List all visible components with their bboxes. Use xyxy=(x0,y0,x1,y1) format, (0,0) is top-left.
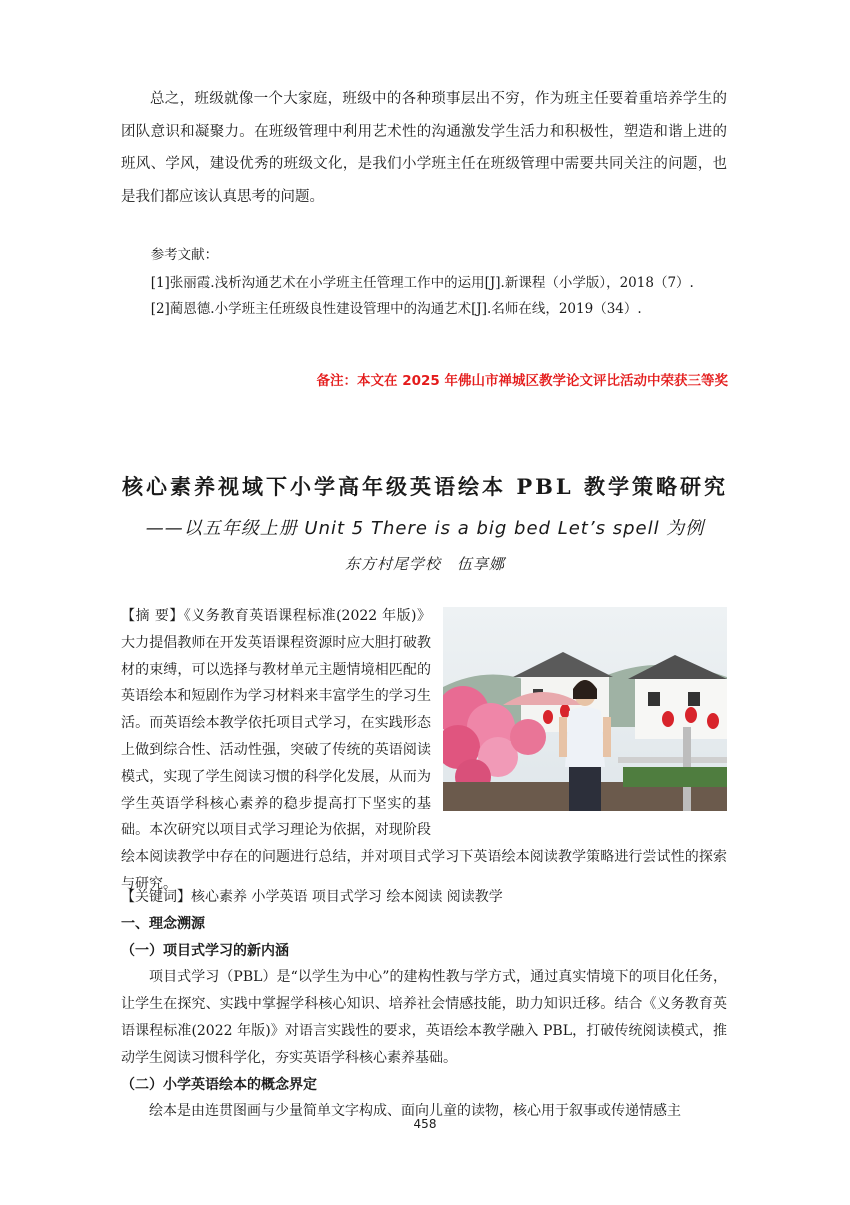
section-heading: 一、理念溯源 xyxy=(121,915,205,932)
keywords-label: 【关键词】 xyxy=(121,889,191,905)
references xyxy=(121,242,727,322)
author-photo-illustration xyxy=(443,607,727,811)
abstract-label: 【摘 要】 xyxy=(121,608,184,624)
top-paragraph: 总之，班级就像一个大家庭，班级中的各种琐事层出不穷，作为班主任要着重培养学生的团队意识和凝聚力。在班级管理中利用艺术性的沟通激发学生活力和积极性，塑造和谐上进的班风、学风，建设优秀的班级文化，是我们小学班主任在班级管理中需要共同关注的问题，也是我们都应该认真思考的问题。 xyxy=(121,91,727,205)
subsection-heading: （二）小学英语绘本的概念界定 xyxy=(121,1076,317,1093)
abstract-block xyxy=(121,603,727,898)
keywords-line xyxy=(121,884,727,911)
reference-item: [1]张丽霞.浅析沟通艺术在小学班主任管理工作中的运用[J].新课程（小学版），2018（7）. xyxy=(150,275,694,291)
page-number: 458 xyxy=(413,1117,437,1131)
body-paragraph: 绘本是由连贯图画与少量简单文字构成、面向儿童的读物，核心用于叙事或传递情感主 xyxy=(149,1103,681,1120)
award-note: 备注：本文在 2025 年佛山市禅城区教学论文评比活动中荣获三等奖 xyxy=(316,373,728,389)
references-heading: 参考文献： xyxy=(150,247,219,263)
article-author: 东方村尾学校 伍享娜 xyxy=(344,555,505,573)
subsection-heading: （一）项目式学习的新内涵 xyxy=(121,942,289,959)
article-title: 核心素养视域下小学高年级英语绘本 PBL 教学策略研究 xyxy=(122,474,728,499)
article-subtitle: ——以五年级上册 Unit 5 There is a big bed Let’s spell 为例 xyxy=(145,518,705,539)
reference-item: [2]蔺恩德.小学班主任班级良性建设管理中的沟通艺术[J].名师在线，2019（34）. xyxy=(150,301,642,317)
author-photo xyxy=(443,607,727,811)
body-paragraph: 项目式学习（PBL）是“以学生为中心”的建构性教与学方式，通过真实情境下的项目化任务，让学生在探究、实践中掌握学科核心知识、培养社会情感技能，助力知识迁移。结合《义务教育英语课程标准(2022 年版)》对语言实践性的要求，英语绘本教学融入 PBL，打破传统阅读模式，推动学生阅读习惯科学化，夯实英语学科核心素养基础。 xyxy=(121,969,727,1066)
keywords-text: 核心素养 小学英语 项目式学习 绘本阅读 阅读教学 xyxy=(191,889,503,905)
abstract-text: 《义务教育英语课程标准(2022 年版)》大力提倡教师在开发英语课程资源时应大胆打破教材的束缚，可以选择与教材单元主题情境相匹配的英语绘本和短剧作为学习材料来丰富学生的学习生活。而英语绘本教学依托项目式学习，在实践形态上做到综合性、活动性强，突破了传统的英语阅读模式，实现了学生阅读习惯的科学化发展，从而为学生英语学科核心素养的稳步提高打下坚实的基础。本次研究以项目式学习理论为依据，对现阶段绘本阅读教学中存在的问题进行总结，并对项目式学习下英语绘本阅读教学策略进行尝试性的探索与研究。 xyxy=(121,608,727,892)
article-body xyxy=(121,884,727,1125)
